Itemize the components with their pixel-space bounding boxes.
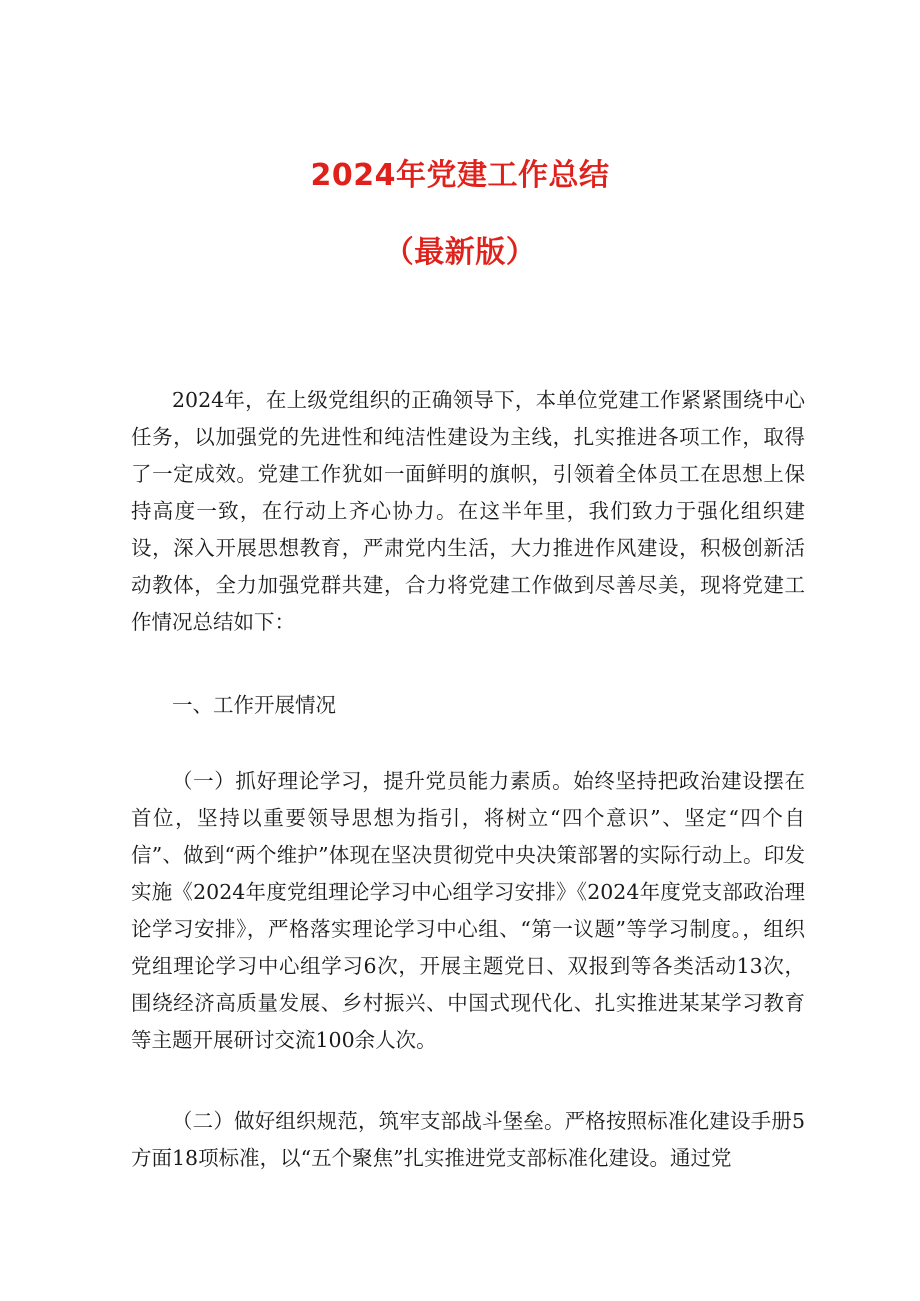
organization-paragraph-block — [131, 1103, 805, 1177]
theory-study-paragraph: （一）抓好理论学习，提升党员能力素质。始终坚持把政治建设摆在首位，坚持以重要领导思想为指引，将树立“四个意识”、坚定“四个自信”、做到“两个维护”体现在坚决贯彻党中央决策部署的实际行动上。印发实施《2024年度党组理论学习中心组学习安排》《2024年度党支部政治理论学习安排》，严格落实理论学习中心组、“第一议题”等学习制度。，组织党组理论学习中心组学习6次，开展主题党日、双报到等各类活动13次，围绕经济高质量发展、乡村振兴、中国式现代化、扎实推进某某学习教育等主题开展研讨交流100余人次。 — [131, 769, 805, 1052]
organization-paragraph: （二）做好组织规范，筑牢支部战斗堡垒。严格按照标准化建设手册5方面18项标准，以“五个聚焦”扎实推进党支部标准化建设。通过党 — [131, 1109, 805, 1170]
intro-paragraph-block — [131, 382, 805, 641]
document-title: 2024年党建工作总结 — [310, 158, 610, 193]
section-heading-block — [131, 687, 805, 724]
section-heading: 一、工作开展情况 — [172, 693, 336, 717]
document-subtitle: （最新版） — [383, 235, 537, 270]
theory-study-paragraph-block — [131, 763, 805, 1059]
intro-paragraph: 2024年，在上级党组织的正确领导下，本单位党建工作紧紧围绕中心任务，以加强党的先进性和纯洁性建设为主线，扎实推进各项工作，取得了一定成效。党建工作犹如一面鲜明的旗帜，引领着全体员工在思想上保持高度一致，在行动上齐心协力。在这半年里，我们致力于强化组织建设，深入开展思想教育，严肃党内生活，大力推进作风建设，积极创新活动教体，全力加强党群共建，合力将党建工作做到尽善尽美，现将党建工作情况总结如下： — [131, 388, 805, 634]
